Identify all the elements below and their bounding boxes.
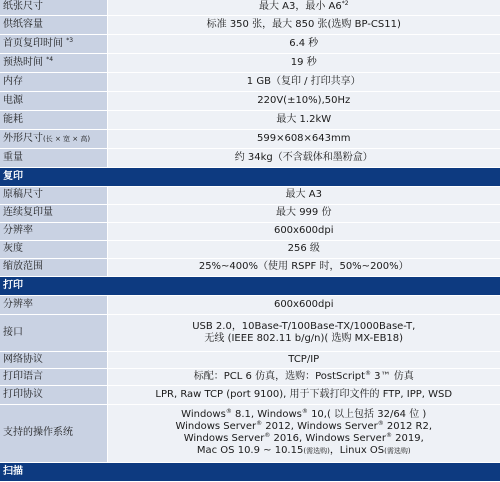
label-zoom: 缩放范围 xyxy=(0,258,107,276)
value-first-copy-time: 6.4 秒 xyxy=(107,34,500,53)
label-weight: 重量 xyxy=(0,148,107,167)
row-first-copy-time xyxy=(0,34,500,53)
row-zoom xyxy=(0,258,500,276)
label-print-protocol: 打印协议 xyxy=(0,385,107,404)
label-os: 支持的操作系统 xyxy=(0,404,107,462)
row-os xyxy=(0,404,500,462)
value-paper-capacity: 标准 350 张，最大 850 张(选购 BP-CS11) xyxy=(107,15,500,34)
value-warm-up-time: 19 秒 xyxy=(107,53,500,72)
value-print-protocol: LPR, Raw TCP (port 9100), 用于下载打印文件的 FTP, IPP, WSD xyxy=(107,385,500,404)
label-memory: 内存 xyxy=(0,72,107,91)
label-interface: 接口 xyxy=(0,314,107,351)
row-print-language xyxy=(0,368,500,385)
value-dimensions: 599×608×643mm xyxy=(107,129,500,148)
value-print-language: 标配：PCL 6 仿真，选购：PostScript® 3™ 仿真 xyxy=(107,368,500,385)
value-network-protocol: TCP/IP xyxy=(107,351,500,368)
label-continuous-copy: 连续复印量 xyxy=(0,204,107,222)
row-dimensions xyxy=(0,129,500,148)
label-print-resolution: 分辨率 xyxy=(0,295,107,314)
section-copy xyxy=(0,167,500,186)
label-copy-resolution: 分辨率 xyxy=(0,222,107,240)
value-print-resolution: 600x600dpi xyxy=(107,295,500,314)
label-network-protocol: 网络协议 xyxy=(0,351,107,368)
row-power xyxy=(0,91,500,110)
label-power: 电源 xyxy=(0,91,107,110)
label-original-size: 原稿尺寸 xyxy=(0,186,107,204)
value-grayscale: 256 级 xyxy=(107,240,500,258)
row-power-consumption xyxy=(0,110,500,129)
row-copy-resolution xyxy=(0,222,500,240)
row-paper-size xyxy=(0,0,500,15)
section-title-copy: 复印 xyxy=(0,167,500,186)
value-zoom: 25%~400%（使用 RSPF 时，50%~200%） xyxy=(107,258,500,276)
row-continuous-copy xyxy=(0,204,500,222)
label-paper-capacity: 供纸容量 xyxy=(0,15,107,34)
row-grayscale xyxy=(0,240,500,258)
row-warm-up-time xyxy=(0,53,500,72)
row-print-protocol xyxy=(0,385,500,404)
row-original-size xyxy=(0,186,500,204)
value-memory: 1 GB（复印 / 打印共享） xyxy=(107,72,500,91)
note-paper-size: *2 xyxy=(341,0,349,8)
row-network-protocol xyxy=(0,351,500,368)
section-title-scan: 扫描 xyxy=(0,462,500,481)
label-dimensions: 外形尺寸(长 × 宽 × 高) xyxy=(0,129,107,148)
label-power-consumption: 能耗 xyxy=(0,110,107,129)
label-paper-size: 纸张尺寸 xyxy=(0,0,107,15)
row-paper-capacity xyxy=(0,15,500,34)
label-grayscale: 灰度 xyxy=(0,240,107,258)
label-first-copy-time: 首页复印时间 $^{*3}$ xyxy=(0,34,107,53)
value-weight: 约 34kg（不含载体和墨粉盒） xyxy=(107,148,500,167)
row-memory xyxy=(0,72,500,91)
value-power: 220V(±10%),50Hz xyxy=(107,91,500,110)
row-print-resolution xyxy=(0,295,500,314)
row-weight xyxy=(0,148,500,167)
value-original-size: 最大 A3 xyxy=(107,186,500,204)
label-print-language: 打印语言 xyxy=(0,368,107,385)
value-copy-resolution: 600x600dpi xyxy=(107,222,500,240)
section-print xyxy=(0,276,500,295)
value-power-consumption: 最大 1.2kW xyxy=(107,110,500,129)
value-paper-size: 最大 A3，最小 A6$^{*2}$ xyxy=(107,0,500,15)
section-title-print: 打印 xyxy=(0,276,500,295)
value-os: Windows® 8.1, Windows® 10,( 以上包括 32/64 位 ) Windows Server® 2012, Windows Server® 2012 R2, Windows Server® 2016, Windows Server® 2019, Mac OS 10.9 ~ 10.15(需选购)，Linux OS(需选购) xyxy=(107,404,500,462)
row-interface xyxy=(0,314,500,351)
label-warm-up-time: 预热时间 $^{*4}$ xyxy=(0,53,107,72)
value-interface: USB 2.0，10Base-T/100Base-TX/1000Base-T, 无线 (IEEE 802.11 b/g/n)( 选购 MX-EB18) xyxy=(107,314,500,351)
value-continuous-copy: 最大 999 份 xyxy=(107,204,500,222)
